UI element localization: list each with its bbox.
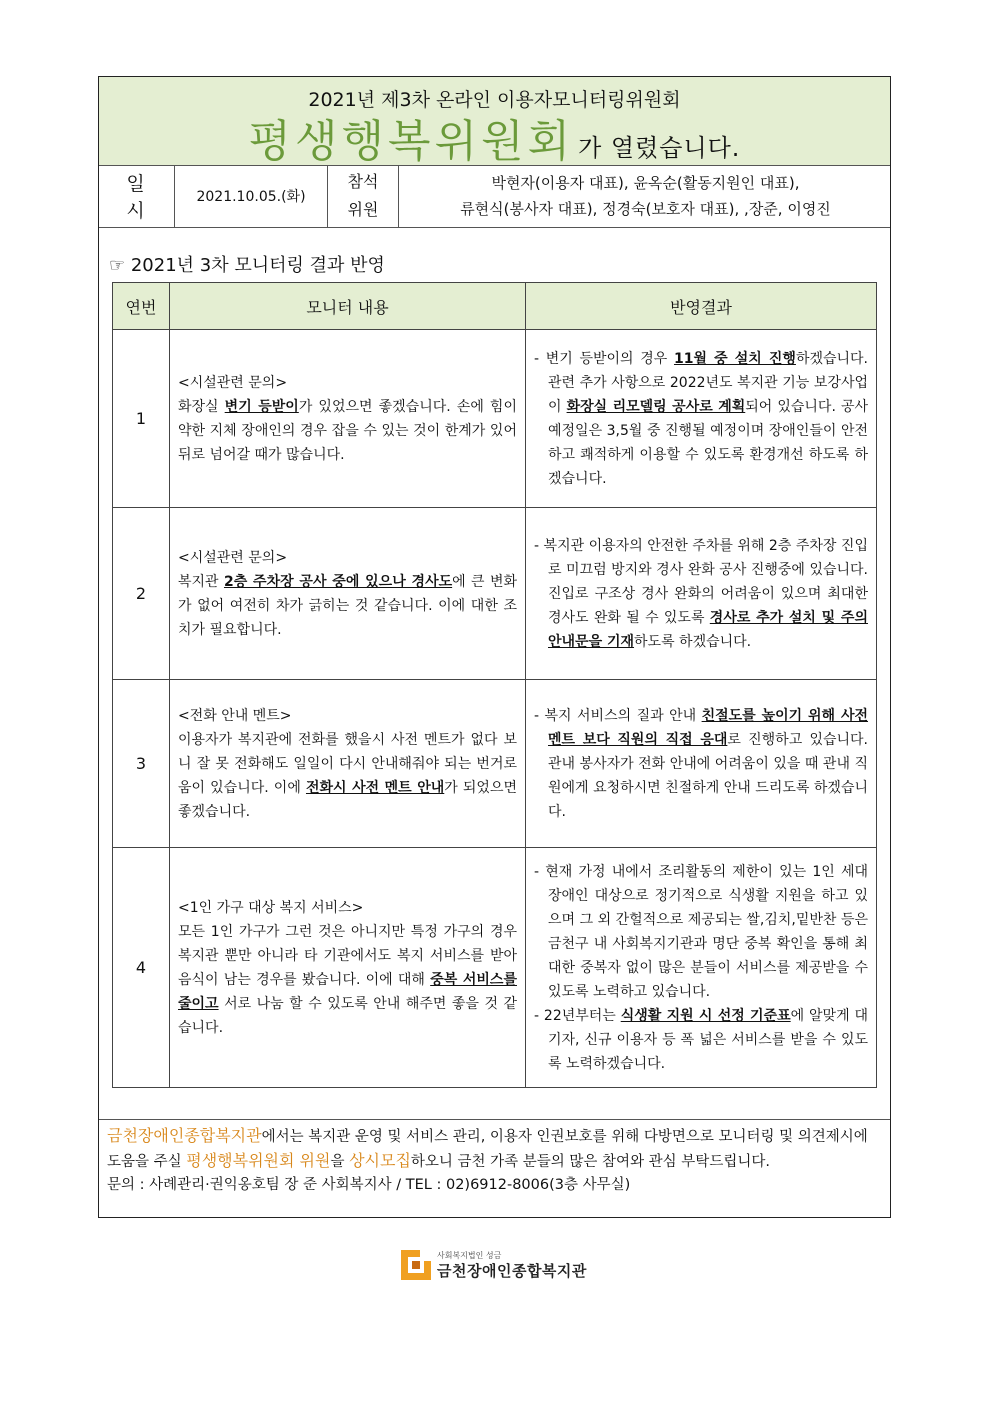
header-num: 연번	[113, 283, 170, 330]
header-title	[99, 105, 890, 169]
footer-text: 하오니 금천 가족 분들의 많은 참여와 관심 부탁드립니다.	[410, 1154, 770, 1170]
result-text: - 복지 서비스의 질과 안내	[534, 707, 702, 724]
document-frame	[98, 76, 891, 1218]
result-emphasis: 화장실 리모델링 공사로 계획	[566, 398, 746, 415]
attendee-label-1: 참석	[347, 172, 379, 191]
result-text: 하겠습니다. 관련 추가 사항으로 2022년도 복지관 기능 보강사업이	[548, 350, 869, 415]
content-text: 서로 나눔 할 수 있도록 안내 해주면 좋을 것 같습니다.	[178, 995, 517, 1036]
row-subject: <시설관련 문의>	[178, 374, 288, 391]
result-text: 하도록 하겠습니다.	[634, 633, 752, 650]
row-num: 2	[113, 508, 170, 680]
logo-name: 금천장애인종합복지관	[437, 1262, 587, 1280]
logo-mark-icon	[401, 1250, 431, 1280]
org-name: 금천장애인종합복지관	[107, 1126, 262, 1145]
table-row	[113, 680, 877, 848]
content-emphasis: 변기 등받이	[224, 398, 299, 415]
content-emphasis: 중복 서비스를 줄이고	[178, 971, 517, 1012]
committee-highlight: 평생행복위원회 위원	[186, 1151, 331, 1170]
row-content	[170, 680, 526, 848]
row-num: 3	[113, 680, 170, 848]
committee-name: 평생행복위원회	[248, 116, 575, 167]
result-item	[534, 534, 868, 654]
header-subtitle: 2021년 제3차 온라인 이용자모니터링위원회	[308, 89, 681, 111]
content-text: 가 있었으면 좋겠습니다. 손에 힘이 약한 지체 장애인의 경우 잡을 수 있는 것이 한계가 있어 뒤로 넘어갈 때가 많습니다.	[178, 398, 517, 463]
result-text: - 변기 등받이의 경우	[534, 350, 674, 367]
table-row	[113, 848, 877, 1088]
content-text: 모든 1인 가구가 그런 것은 아니지만 특정 가구의 경우 복지관 뿐만 아니라 타 기관에서도 복지 서비스를 받아 음식이 남는 경우를 봤습니다. 이에 대해	[178, 923, 517, 988]
attendee-list	[399, 165, 892, 227]
row-subject: <전화 안내 멘트>	[178, 707, 292, 724]
result-text: - 복지관 이용자의 안전한 주차를 위해 2층 주차장 진입로 미끄럼 방지와 경사 완화 공사 진행중에 있습니다. 진입로 구조상 경사 완화의 어려움이 있으며 최대한 경사도 완화 될 수 있도록	[534, 537, 868, 626]
row-result	[526, 848, 877, 1088]
result-text: - 22년부터는	[534, 1007, 621, 1024]
attendee-label	[328, 165, 399, 227]
title-tail: 가 열렸습니다.	[578, 134, 741, 162]
org-logo	[401, 1250, 601, 1286]
recruit-highlight: 상시모집	[349, 1151, 411, 1170]
header-banner	[99, 77, 890, 166]
row-result	[526, 680, 877, 848]
meeting-info-row	[99, 165, 890, 228]
result-emphasis: 11월 중 설치 진행	[673, 350, 796, 367]
result-item	[534, 1004, 868, 1076]
content-text: 에 큰 변화가 없어 여전히 차가 긁히는 것 같습니다. 이에 대한 조치가 필요합니다.	[178, 573, 518, 638]
result-item: - 현재 가정 내에서 조리활동의 제한이 있는 1인 세대 장애인 대상으로 정기적으로 식생활 지원을 하고 있으며 그 외 간헐적으로 제공되는 쌀,김치,밑반찬 등은 금천구 내 사회복지기관과 명단 중복 확인을 통해 최대한 중복자 없이 많은 분들이 서비스를 제공받을 수 있도록 노력하고 있습니다.	[534, 863, 868, 1000]
content-text: 복지관	[178, 573, 224, 590]
row-num: 4	[113, 848, 170, 1088]
result-emphasis: 식생활 지원 시 선정 기준표	[620, 1007, 791, 1024]
date-label: 일 시	[99, 165, 175, 227]
footer-text: 을	[330, 1154, 350, 1170]
attendee-label-2: 위원	[347, 200, 379, 219]
footer-notice	[99, 1119, 890, 1219]
row-result	[526, 508, 877, 680]
row-result	[526, 330, 877, 508]
result-text: 에 알맞게 대기자, 신규 이용자 등 폭 넓은 서비스를 받을 수 있도록 노력하겠습니다.	[548, 1007, 868, 1072]
table-header-row	[113, 283, 877, 330]
content-emphasis: 2층 주차장 공사 중에 있으나 경사도	[223, 573, 453, 590]
result-item	[534, 347, 868, 491]
date-value: 2021.10.05.(화)	[175, 165, 328, 227]
content-emphasis: 전화시 사전 멘트 안내	[305, 779, 445, 796]
header-content: 모니터 내용	[170, 283, 526, 330]
row-content	[170, 508, 526, 680]
attendees-line-2: 류현식(봉사자 대표), 정경숙(보호자 대표), ,장준, 이영진	[460, 200, 831, 218]
result-emphasis: 친절도를 높이기 위해 사전 멘트 보다 직원의 직접 응대	[548, 707, 869, 748]
contact-info: 문의 : 사례관리·권익옹호팀 장 준 사회복지사 / TEL : 02)6912-8006(3층 사무실)	[107, 1177, 631, 1193]
row-content	[170, 330, 526, 508]
table-row	[113, 508, 877, 680]
content-text: 이용자가 복지관에 전화를 했을시 사전 멘트가 없다 보니 잘 못 전화해도 일일이 다시 안내해줘야 되는 번거로움이 있습니다. 이에	[178, 731, 517, 796]
monitoring-table	[112, 282, 877, 1088]
section-title: ☞ 2021년 3차 모니터링 결과 반영	[109, 255, 385, 276]
result-text: 되어 있습니다. 공사 예정일은 3,5월 중 진행될 예정이며 장애인들이 안전하고 쾌적하게 이용할 수 있도록 환경개선 하도록 하겠습니다.	[548, 398, 868, 487]
row-content	[170, 848, 526, 1088]
footer-text: 에서는 복지관 운영 및 서비스 관리, 이용자 인권보호를 위해 다방면으로 모니터링 및 의견제시에 도움을 주실	[107, 1129, 868, 1170]
row-subject: <1인 가구 대상 복지 서비스>	[178, 899, 364, 916]
header-result: 반영결과	[526, 283, 877, 330]
attendees-line-1: 박현자(이용자 대표), 윤옥순(활동지원인 대표),	[491, 174, 800, 192]
result-item	[534, 704, 868, 824]
row-num: 1	[113, 330, 170, 508]
logo-subtext: 사회복지법인 성금	[437, 1251, 502, 1260]
content-text: 가 되었으면 좋겠습니다.	[178, 779, 518, 820]
table-row	[113, 330, 877, 508]
content-text: 화장실	[178, 398, 225, 415]
row-subject: <시설관련 문의>	[178, 549, 288, 566]
result-emphasis: 경사로 추가 설치 및 주의 안내문을 기재	[548, 609, 868, 650]
result-text: 로 진행하고 있습니다. 관내 봉사자가 전화 안내에 어려움이 있을 때 관내 직원에게 요청하시면 친절하게 안내 드리도록 하겠습니다.	[548, 731, 868, 820]
